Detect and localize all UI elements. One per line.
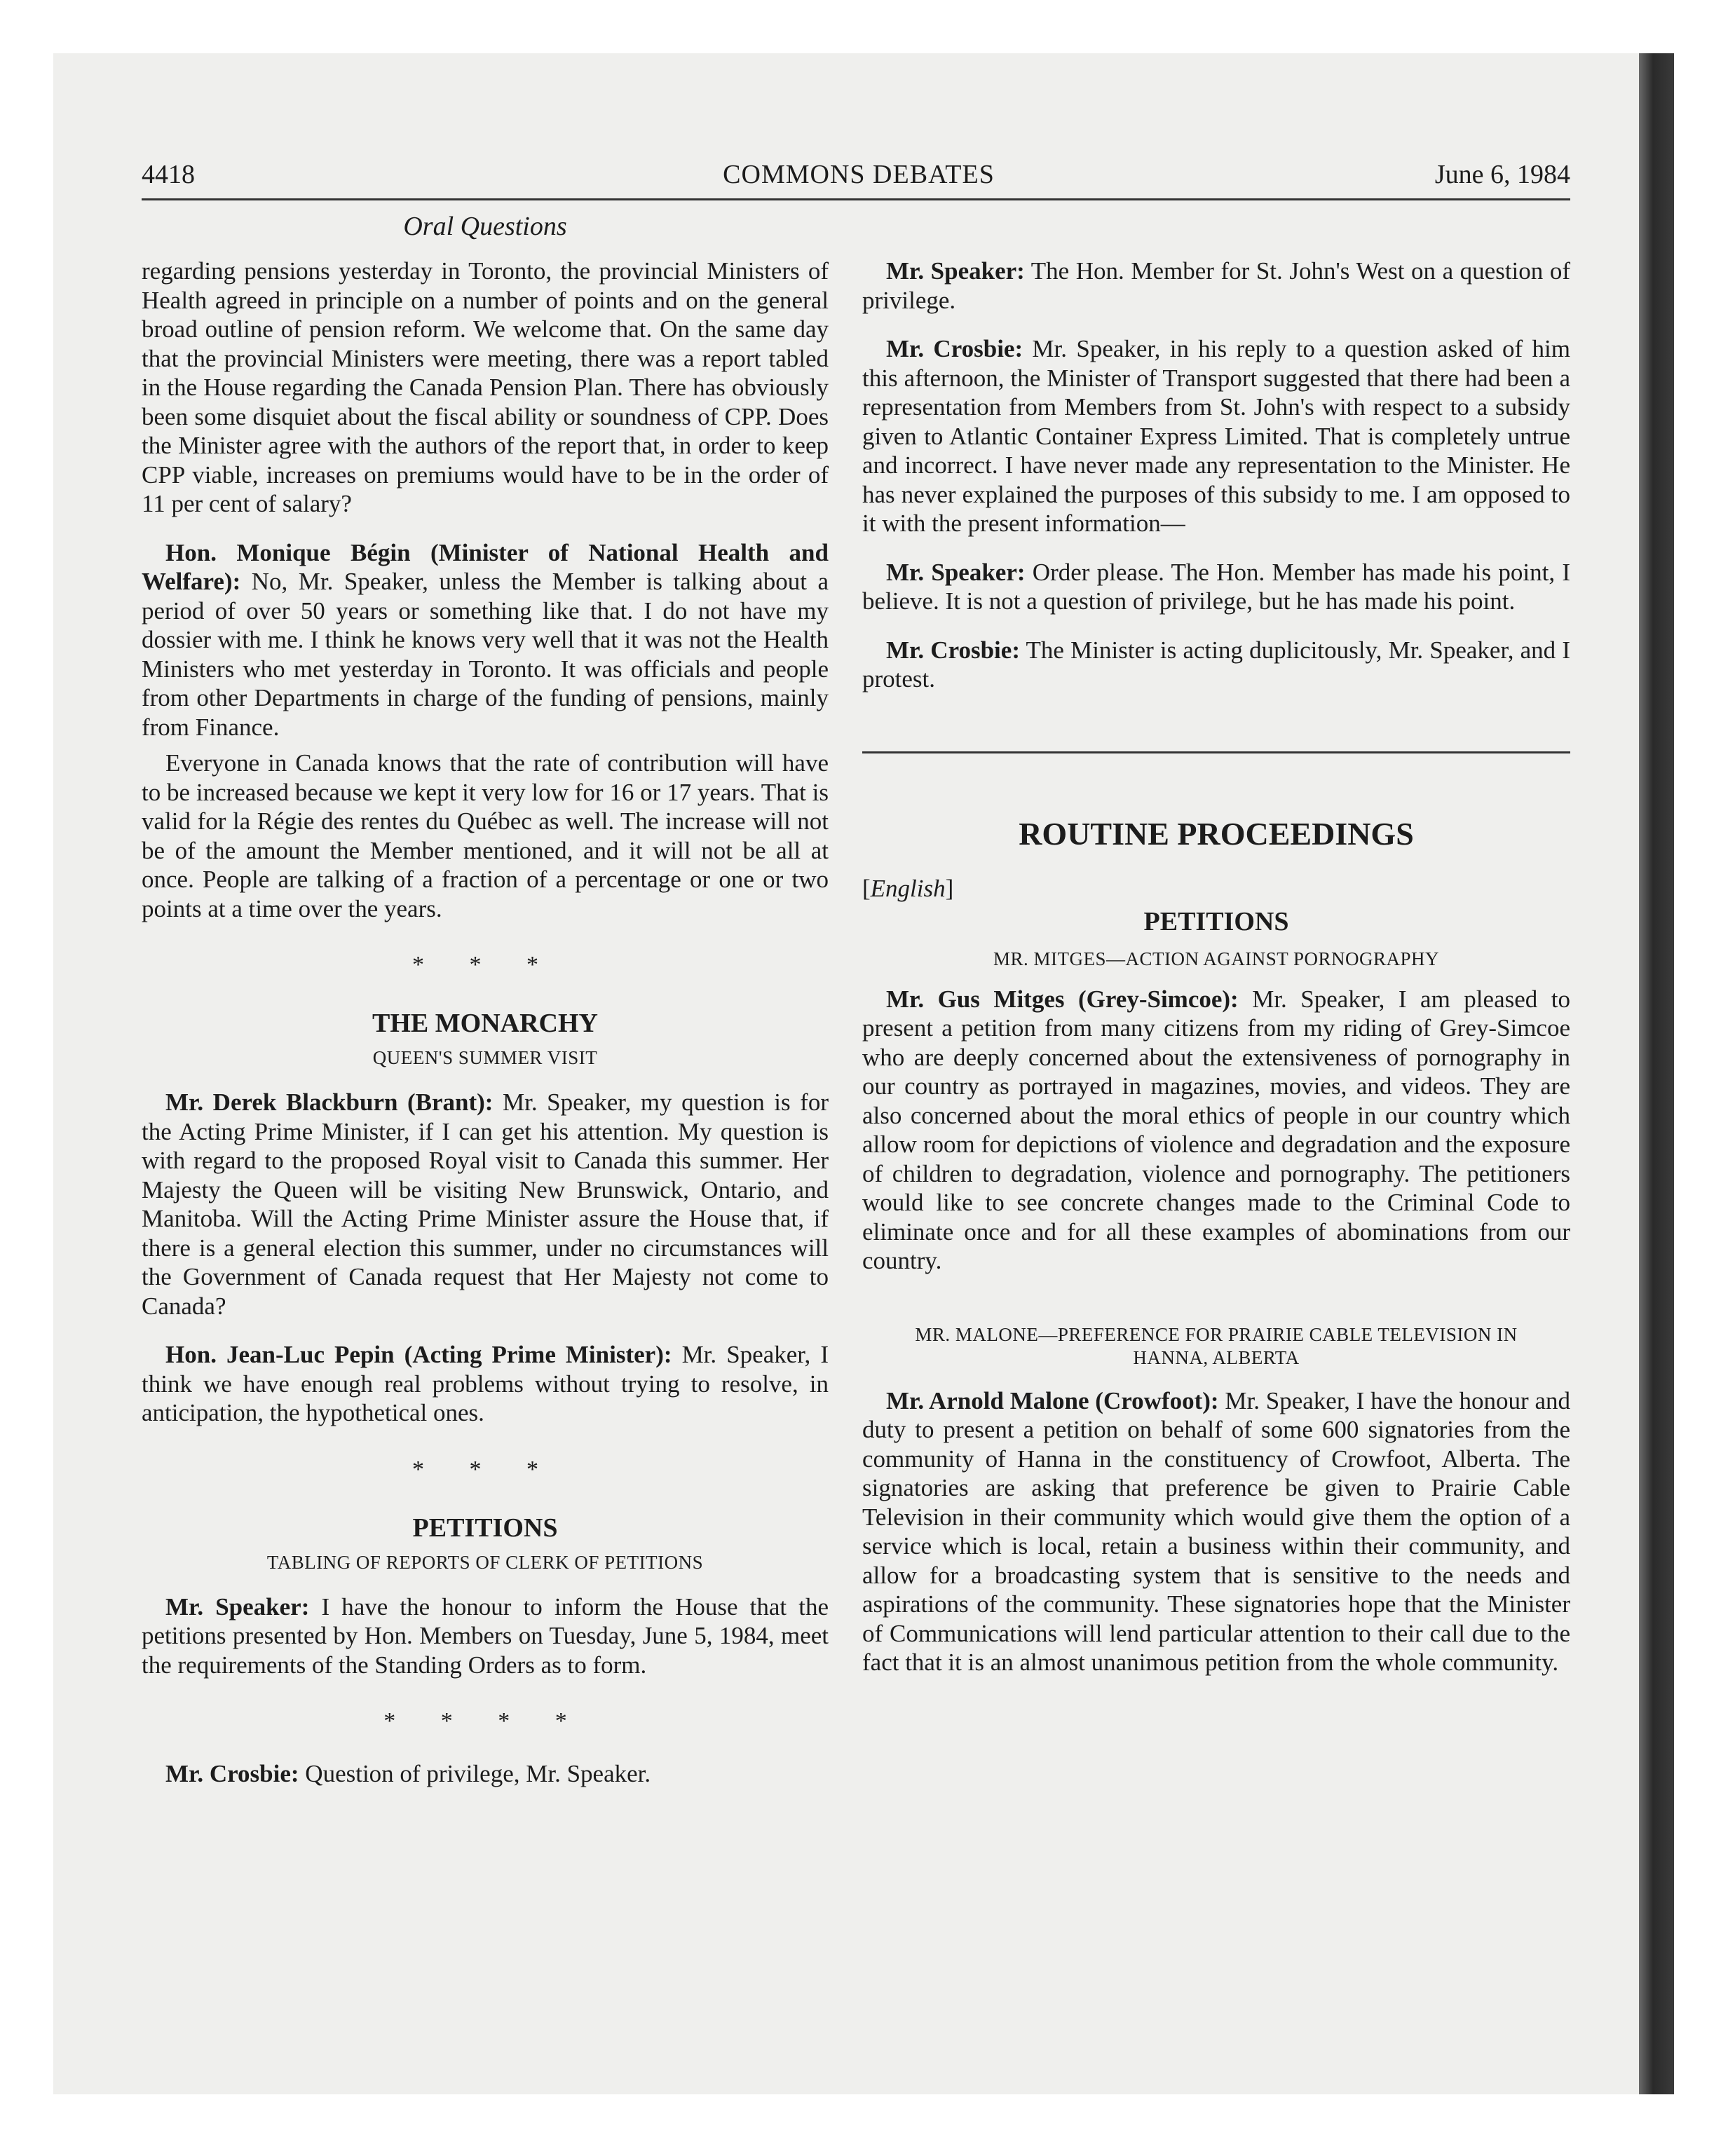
paragraph: regarding pensions yesterday in Toronto, the provincial Ministers of Health agreed in principle on a number of points and on the general broad outline of pension reform. We welcome that. On the same day that the provincial Ministers were meeting, there was a report tabled in the House regarding the Canada Pension Plan. There has obviously been some disquiet about the fiscal ability or soundness of CPP. Does the Minister agree with the authors of the report that, in order to keep CPP viable, increases on premiums would have to be in the order of 11 per cent of salary? <box>142 257 829 517</box>
language-name: English <box>870 874 946 902</box>
paragraph <box>862 257 1570 315</box>
subheading <box>862 1323 1570 1370</box>
paragraph <box>862 334 1570 538</box>
subheading: MR. MITGES—ACTION AGAINST PORNOGRAPHY <box>993 948 1440 969</box>
section-heading: PETITIONS <box>412 1513 558 1543</box>
speech-text: The Minister is acting duplicitously, Mr. Speaker, and I protest. <box>862 636 1571 692</box>
publication-title: COMMONS DEBATES <box>723 160 995 189</box>
speaker-name: Mr. Gus Mitges (Grey-Simcoe): <box>886 985 1239 1013</box>
paragraph <box>142 1759 829 1789</box>
speaker-name: Hon. Jean-Luc Pepin (Acting Prime Minister): <box>165 1341 672 1368</box>
speech-text: Mr. Speaker, in his reply to a question asked of him this afternoon, the Minister of Transport suggested that there had been a representation from Members from St. John's with respect to a subsidy given to Atlantic Container Express Limited. That is completely untrue and incorrect. I have never made any representation to the Minister. He has never explained the purposes of this subsidy to me. I am opposed to it with the present information— <box>862 335 1570 537</box>
speech-text: I have the honour to inform the House that the petitions presented by Hon. Members on Tuesday, June 5, 1984, meet the requirements of the Standing Orders as to form. <box>142 1592 829 1679</box>
language-marker <box>862 874 1570 903</box>
bracket-close: ] <box>945 874 954 902</box>
paragraph <box>862 636 1570 694</box>
speaker-name: Mr. Crosbie: <box>886 335 1023 362</box>
speaker-name: Mr. Arnold Malone (Crowfoot): <box>886 1386 1219 1414</box>
speaker-name: Mr. Crosbie: <box>165 1760 299 1787</box>
section-separator: * * * <box>412 1456 558 1482</box>
right-column <box>862 257 1570 1677</box>
paragraph <box>142 1340 829 1428</box>
speech-text: Mr. Speaker, I have the honour and duty to present a petition on behalf of some 600 signatories from the community of Hanna in the constituency of Crowfoot, Alberta. The signatories are asking that preference be given to Prairie Cable Television in their community which would give them the option of a service which is local, retain a business within their community, and allow for a broadcasting system that is sensitive to the needs and aspirations of the community. These signatories hope that the Minister of Communications will lend particular attention to their call due to the fact that it is an almost unanimous petition from the whole community. <box>862 1386 1570 1676</box>
section-separator: * * * * <box>383 1708 587 1734</box>
speaker-name: Mr. Derek Blackburn (Brant): <box>165 1089 494 1116</box>
subheading-line: MR. MALONE—PREFERENCE FOR PRAIRIE CABLE TELEVISION IN <box>915 1323 1518 1345</box>
section-separator: * * * <box>412 952 558 978</box>
running-head: Oral Questions <box>403 212 567 241</box>
speaker-name: Mr. Crosbie: <box>886 636 1020 664</box>
speech-text: The Hon. Member for St. John's West on a question of privilege. <box>862 257 1570 314</box>
speaker-name: Mr. Speaker: <box>165 1592 310 1621</box>
paragraph <box>142 538 829 742</box>
speaker-name: Hon. Monique Bégin (Minister of National Health and Welfare): <box>142 538 829 595</box>
paragraph <box>862 985 1570 1276</box>
subheading-line: HANNA, ALBERTA <box>1133 1346 1300 1368</box>
publication-date: June 6, 1984 <box>1434 160 1570 189</box>
subheading: TABLING OF REPORTS OF CLERK OF PETITIONS <box>266 1551 704 1573</box>
page-binding-shadow <box>1639 53 1674 2094</box>
speaker-name: Mr. Speaker: <box>886 257 1025 285</box>
speech-text: Mr. Speaker, I think we have enough real problems without trying to resolve, in anticipation, the hypothetical ones. <box>142 1341 829 1426</box>
left-column <box>142 257 829 1789</box>
speech-text: Mr. Speaker, I am pleased to present a petition from many citizens from my riding of Grey-Simcoe who are deeply concerned about the extensiveness of pornography in our country as portrayed in magazines, movies, and videos. They are also concerned about the moral ethics of people in our country which allow room for depictions of violence and degradation and the exposure of children to degradation, violence and pornography. The petitioners would like to see concrete changes made to the Criminal Code to eliminate once and for all these examples of abominations from our country. <box>862 985 1570 1274</box>
section-heading: ROUTINE PROCEEDINGS <box>1019 815 1414 852</box>
speech-text: Order please. The Hon. Member has made his point, I believe. It is not a question of privilege, but he has made his point. <box>862 558 1571 615</box>
speech-text: Question of privilege, Mr. Speaker. <box>299 1760 651 1787</box>
speaker-name: Mr. Speaker: <box>886 558 1026 586</box>
paragraph: Everyone in Canada knows that the rate of contribution will have to be increased because we kept it very low for 16 or 17 years. That is valid for la Régie des rentes du Québec as well. The increase will not be of the amount the Member mentioned, and it will not be all at once. People are talking of a fraction of a percentage or one or two points at a time over the years. <box>142 749 829 922</box>
header-rule <box>142 198 1570 200</box>
bracket-open: [ <box>862 874 871 902</box>
paragraph <box>142 1592 829 1680</box>
speech-text: Mr. Speaker, my question is for the Acting Prime Minister, if I can get his attention. My question is with regard to the proposed Royal visit to Canada this summer. Her Majesty the Queen will be visiting New Brunswick, Ontario, and Manitoba. Will the Acting Prime Minister assure the House that, if there is a general election this summer, under no circumstances will the Government of Canada request that Her Majesty not come to Canada? <box>142 1089 829 1320</box>
section-divider <box>862 751 1570 753</box>
section-heading: PETITIONS <box>1143 906 1289 936</box>
page-number: 4418 <box>142 160 195 189</box>
section-heading: THE MONARCHY <box>372 1009 598 1038</box>
subheading: QUEEN'S SUMMER VISIT <box>372 1047 598 1068</box>
speech-text: No, Mr. Speaker, unless the Member is talking about a period of over 50 years or something like that. I do not have my dossier with me. I think he knows very well that it was not the Health Ministers who met yesterday in Toronto. It was officials and people from other Departments in charge of the funding of pensions, mainly from Finance. <box>142 568 829 741</box>
paragraph <box>862 558 1570 616</box>
paragraph <box>862 1386 1570 1677</box>
paragraph <box>142 1088 829 1321</box>
